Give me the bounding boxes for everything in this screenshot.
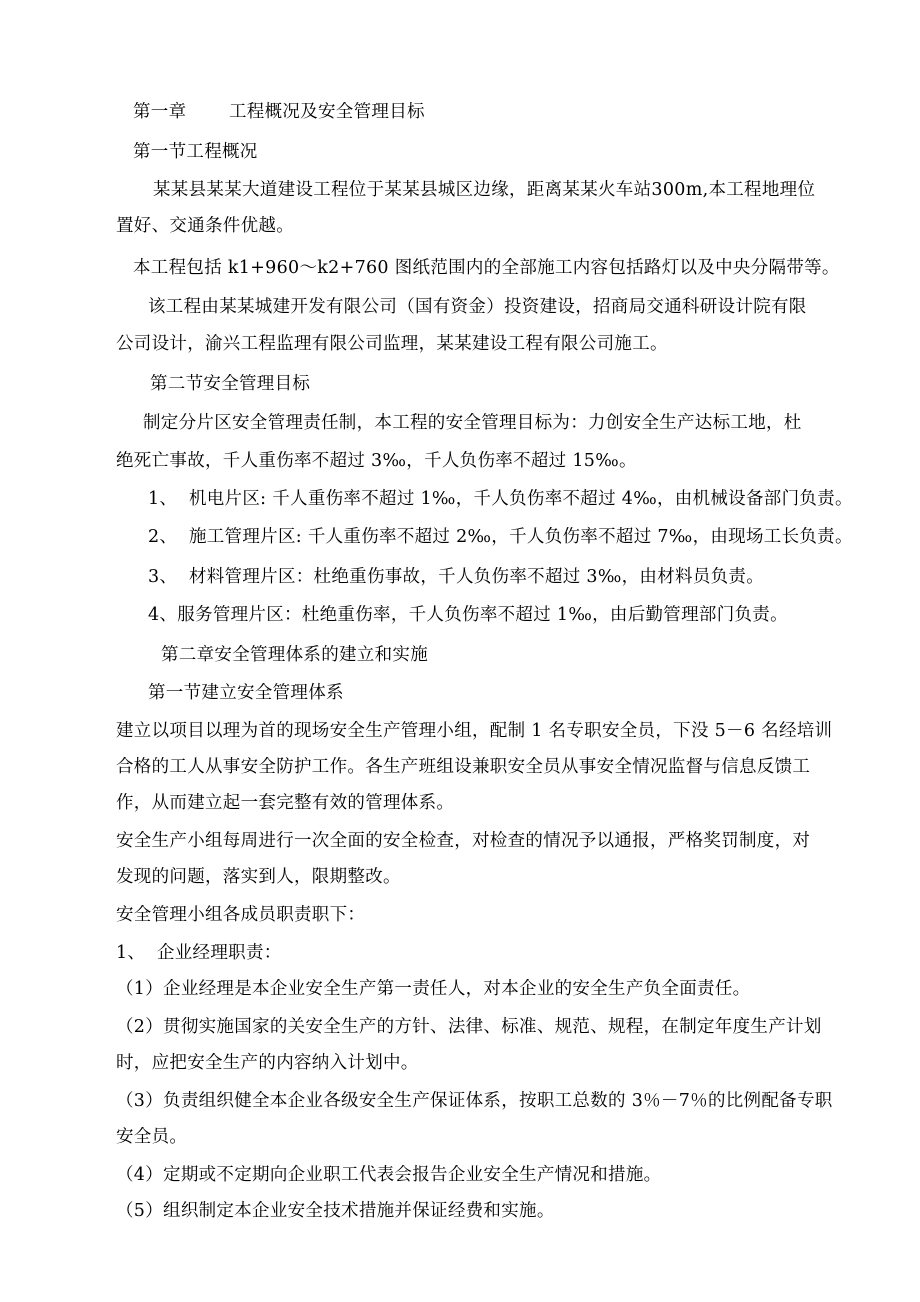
para-targets-line-2: 绝死亡事故，千人重伤率不超过 3‰，千人负伤率不超过 15‰。 [116, 451, 637, 471]
para-parties-line-2: 公司设计，渝兴工程监理有限公司监理，某某建设工程有限公司施工。 [116, 334, 668, 354]
duty-item-3-line-1: （3）负责组织健全本企业各级安全生产保证体系，按职工总数的 3％－7％的比例配备专职 [116, 1091, 833, 1111]
section-1-2-title: 第二节安全管理目标 [150, 374, 311, 394]
duty-item-5: （5）组织制定本企业安全技术措施并保证经费和实施。 [116, 1201, 555, 1221]
para-system-line-1: 建立以项目以理为首的现场安全生产管理小组，配制 1 名专职安全员，下没 5－6 名经培训 [116, 721, 833, 741]
duty-item-3-line-2: 安全员。 [116, 1127, 188, 1147]
duty-item-2-line-2: 时，应把安全生产的内容纳入计划中。 [116, 1053, 419, 1073]
para-inspection-line-2: 发现的问题，落实到人，限期整改。 [116, 867, 401, 887]
para-location-line-2: 置好、交通条件优越。 [116, 216, 294, 236]
zone-item-1: 1、 机电片区: 千人重伤率不超过 1‰，千人负伤率不超过 4‰，由机械设备部门负责。 [148, 489, 853, 509]
para-system-line-3: 作，从而建立起一套完整有效的管理体系。 [116, 793, 455, 813]
section-2-1-title: 第一节建立安全管理体系 [148, 683, 344, 703]
para-targets-line-1: 制定分片区安全管理责任制，本工程的安全管理目标为：力创安全生产达标工地，杜 [143, 413, 802, 433]
duty-heading: 1、 企业经理职责： [116, 943, 282, 963]
chapter-1-title: 工程概况及安全管理目标 [229, 102, 425, 122]
chapter-2-title: 第二章安全管理体系的建立和实施 [161, 645, 428, 665]
para-location-line-1: 某某县某某大道建设工程位于某某县城区边缘，距离某某火车站300m,本工程地理位 [153, 180, 816, 200]
duty-item-4: （4）定期或不定期向企业职工代表会报告企业安全生产情况和措施。 [116, 1165, 662, 1185]
zone-item-2: 2、 施工管理片区: 千人重伤率不超过 2‰，千人负伤率不超过 7‰，由现场工长负责。 [148, 527, 853, 547]
zone-item-3: 3、 材料管理片区：杜绝重伤事故，千人负伤率不超过 3‰，由材料员负责。 [148, 567, 765, 587]
para-parties-line-1: 该工程由某某城建开发有限公司（国有资金）投资建设，招商局交通科研设计院有限 [148, 297, 807, 317]
duty-item-2-line-1: （2）贯彻实施国家的关安全生产的方针、法律、标准、规范、规程，在制定年度生产计划 [116, 1017, 822, 1037]
chapter-1-number: 第一章 [133, 102, 187, 122]
zone-item-4: 4、服务管理片区：杜绝重伤率，千人负伤率不超过 1‰，由后勤管理部门负责。 [148, 605, 788, 625]
para-duties-intro: 安全管理小组各成员职责职下： [116, 905, 366, 925]
section-1-1-title: 第一节工程概况 [133, 142, 258, 162]
duty-item-1: （1）企业经理是本企业安全生产第一责任人，对本企业的安全生产负全面责任。 [116, 979, 751, 999]
para-scope: 本工程包括 k1+960～k2+760 图纸范围内的全部施工内容包括路灯以及中央分隔带等。 [133, 258, 840, 278]
para-system-line-2: 合格的工人从事安全防护工作。各生产班组设兼职安全员从事安全情况监督与信息反馈工 [116, 757, 811, 777]
para-inspection-line-1: 安全生产小组每周进行一次全面的安全检查，对检查的情况予以通报，严格奖罚制度，对 [116, 831, 811, 851]
